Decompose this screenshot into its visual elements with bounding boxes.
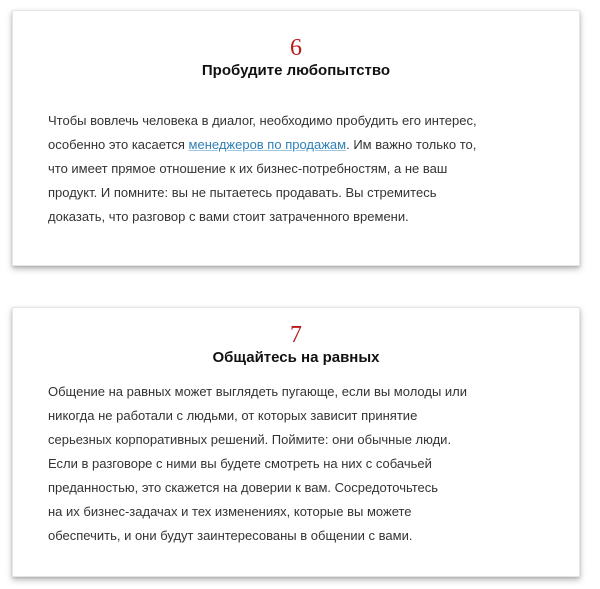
body-line: Если в разговоре с ними вы будете смотреть на них с собачьей [48, 456, 432, 471]
card-number: 7 [290, 322, 302, 348]
body-line: продукт. И помните: вы не пытаетесь продавать. Вы стремитесь [48, 185, 437, 200]
card-number: 6 [290, 35, 302, 61]
tip-card-7 [12, 307, 580, 577]
body-text: особенно это касается [48, 137, 189, 152]
body-line [48, 133, 549, 157]
body-line: Общение на равных может выглядеть пугающе, если вы молоды или [48, 384, 468, 399]
body-text: . Им важно только то, [346, 137, 477, 152]
card-body [13, 109, 579, 229]
body-line: никогда не работали с людьми, от которых зависит принятие [48, 408, 418, 423]
body-line: обеспечить, и они будут заинтересованы в общении с вами. [48, 528, 413, 543]
sales-managers-link[interactable]: менеджеров по продажам [188, 137, 347, 152]
card-title: Пробудите любопытство [201, 62, 391, 79]
body-line: преданностью, это скажется на доверии к вам. Сосредоточьтесь [48, 480, 439, 495]
body-line: на их бизнес-задачах и тех изменениях, которые вы можете [48, 504, 412, 519]
card-title: Общайтесь на равных [212, 349, 380, 366]
tip-card-6 [12, 10, 580, 266]
body-line: что имеет прямое отношение к их бизнес-потребностям, а не ваш [48, 161, 448, 176]
card-body [13, 380, 579, 548]
body-line: Чтобы вовлечь человека в диалог, необходимо пробудить его интерес, [48, 113, 477, 128]
body-line: доказать, что разговор с вами стоит затраченного времени. [48, 209, 409, 224]
body-line: серьезных корпоративных решений. Поймите: они обычные люди. [48, 432, 452, 447]
